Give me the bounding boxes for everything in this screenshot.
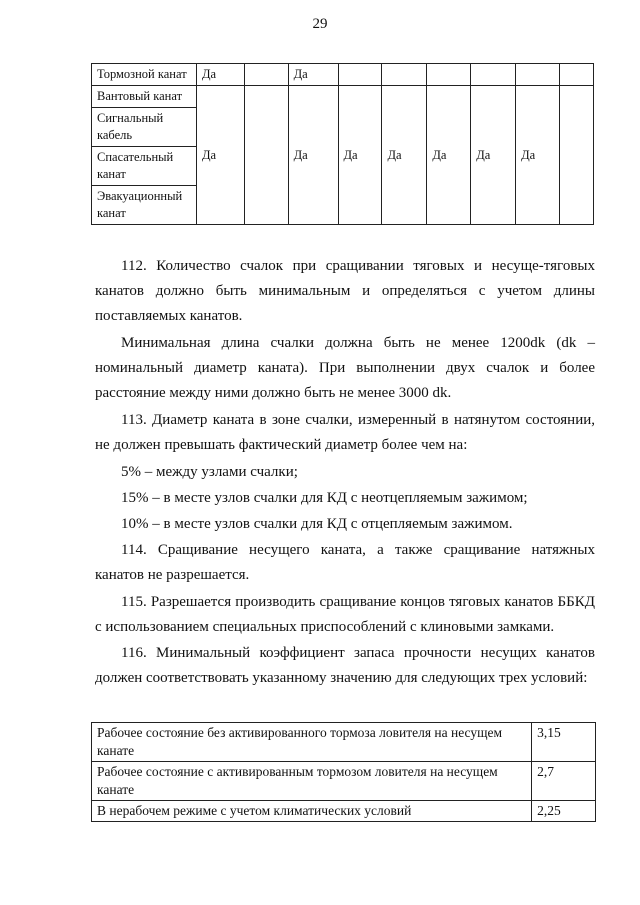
table-cell: [244, 64, 288, 86]
paragraph-113-item-1: 5% – между узлами счалки;: [121, 464, 298, 480]
row-label-brake-rope: Тормозной канат: [92, 64, 197, 86]
row-label-signal-cable: Сигнальный кабель: [92, 108, 197, 147]
safety-factor-table: [91, 722, 596, 822]
rope-usage-table: [91, 63, 594, 225]
table-row: [92, 64, 594, 86]
page-number: 29: [312, 16, 328, 32]
table-cell: Да: [288, 86, 338, 225]
table-row: [92, 86, 594, 108]
table-cell: Да: [516, 86, 560, 225]
condition-cell: Рабочее состояние с активированным тормозом ловителя на несущем канате: [92, 762, 532, 801]
condition-cell: Рабочее состояние без активированного тормоза ловителя на несущем канате: [92, 723, 532, 762]
table-row: [92, 762, 596, 801]
paragraph-115: 115. Разрешается производить сращивание концов тяговых канатов ББКД с использованием специальных приспособлений с клиновыми замками.: [95, 594, 595, 635]
table-cell: Да: [382, 86, 427, 225]
table-cell: Да: [196, 86, 244, 225]
table-cell: [560, 64, 594, 86]
paragraph-116: 116. Минимальный коэффициент запаса прочности несущих канатов должен соответствовать указанному значению для следующих трех условий:: [95, 645, 595, 686]
condition-cell: В нерабочем режиме с учетом климатических условий: [92, 801, 532, 822]
value-cell: 3,15: [532, 723, 596, 762]
table-cell: [244, 86, 288, 225]
paragraph-114: 114. Сращивание несущего каната, а также сращивание натяжных канатов не разрешается.: [95, 542, 595, 583]
table-cell: Да: [288, 64, 338, 86]
row-label-evacuation-rope: Эвакуационный канат: [92, 186, 197, 225]
table-cell: Да: [338, 86, 382, 225]
table-cell: Да: [427, 86, 471, 225]
paragraph-113-item-2: 15% – в месте узлов счалки для КД с неотцепляемым зажимом;: [121, 490, 528, 506]
table-cell: [382, 64, 427, 86]
table-cell: [338, 64, 382, 86]
table-cell: [427, 64, 471, 86]
table-cell: [471, 64, 516, 86]
table-row: [92, 723, 596, 762]
table-cell: [516, 64, 560, 86]
value-cell: 2,25: [532, 801, 596, 822]
paragraph-113-item-3: 10% – в месте узлов счалки для КД с отцепляемым зажимом.: [121, 516, 513, 532]
row-label-rescue-rope: Спасательный канат: [92, 147, 197, 186]
paragraph-112-continued: Минимальная длина счалки должна быть не менее 1200dk (dk – номинальный диаметр каната). При выполнении двух счалок и более расстояние между ними должно быть не менее 3000 dk.: [95, 335, 595, 401]
paragraph-113: 113. Диаметр каната в зоне счалки, измеренный в натянутом состоянии, не должен превышать фактический диаметр более чем на:: [95, 412, 595, 453]
value-cell: 2,7: [532, 762, 596, 801]
row-label-guy-rope: Вантовый канат: [92, 86, 197, 108]
table-cell: [560, 86, 594, 225]
table-cell: Да: [196, 64, 244, 86]
table-row: [92, 801, 596, 822]
table-cell: Да: [471, 86, 516, 225]
paragraph-112: 112. Количество счалок при сращивании тяговых и несуще-тяговых канатов должно быть минимальным и определяться с учетом длины поставляемых канатов.: [95, 258, 595, 324]
